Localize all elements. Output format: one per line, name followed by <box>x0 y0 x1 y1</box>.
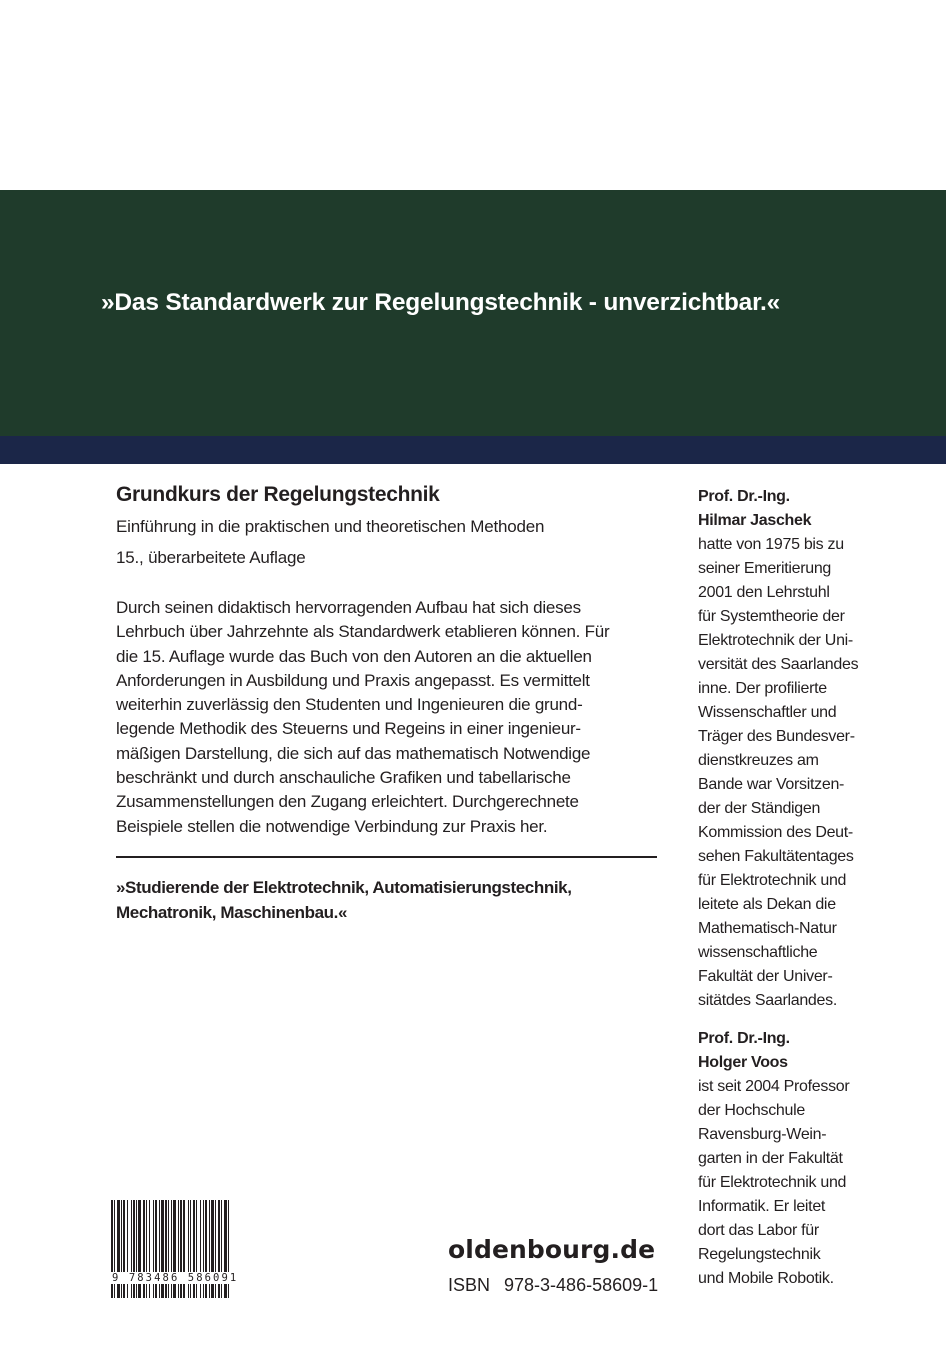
description-line: weiterhin zuverlässig den Studenten und Ingenieuren die grund- <box>116 695 583 715</box>
author-bio-line: und Mobile Robotik. <box>698 1270 834 1287</box>
isbn-number: 978-3-486-58609-1 <box>504 1275 659 1295</box>
author-bio-line: leitete als Dekan die <box>698 896 836 913</box>
author-name: Holger Voos <box>698 1054 788 1071</box>
author-bio-line: Fakultät der Univer- <box>698 968 833 985</box>
book-description <box>116 596 676 839</box>
isbn-label: ISBN <box>448 1275 491 1295</box>
target-audience <box>116 875 572 925</box>
author-bio-line: inne. Der profilierte <box>698 680 827 697</box>
cover-tagline: »Das Standardwerk zur Regelungstechnik - unverzichtbar.« <box>101 289 781 316</box>
book-edition: 15., überarbeitete Auflage <box>116 548 306 567</box>
author-bio-line: sitätdes Saarlandes. <box>698 992 837 1009</box>
author-bio-line: für Systemtheorie der <box>698 608 845 625</box>
publisher-website[interactable]: oldenbourg.de <box>448 1235 656 1264</box>
description-line: Beispiele stellen die notwendige Verbindung zur Praxis her. <box>116 816 548 836</box>
audience-line: Mechatronik, Maschinenbau.« <box>116 903 348 922</box>
author-bio-line: hatte von 1975 bis zu <box>698 536 844 553</box>
description-line: beschränkt und durch anschauliche Grafiken und tabellarische <box>116 768 571 788</box>
book-subtitle: Einführung in die praktischen und theoretischen Methoden <box>116 517 545 536</box>
author-bio-line: sehen Fakultätentages <box>698 848 854 865</box>
author-bio-line: Informatik. Er leitet <box>698 1198 826 1215</box>
description-line: mäßigen Darstellung, die sich auf das mathematisch Notwendige <box>116 743 591 763</box>
author-column <box>698 485 938 1305</box>
author-bio-line: Ravensburg-Wein- <box>698 1126 827 1143</box>
section-divider <box>116 856 657 858</box>
author-jaschek <box>698 485 938 1013</box>
author-bio-line: ist seit 2004 Professor <box>698 1078 850 1095</box>
author-bio-line: wissenschaftliche <box>698 944 818 961</box>
author-bio-line: Regelungstechnik <box>698 1246 821 1263</box>
author-bio-line: der Hochschule <box>698 1102 805 1119</box>
author-bio-line: der der Ständigen <box>698 800 821 817</box>
barcode-digits: 9 783486 586091 <box>112 1272 239 1284</box>
description-line: Zusammenstellungen den Zugang erleichtert. Durchgerechnete <box>116 792 579 812</box>
author-bio-line: für Elektrotechnik und <box>698 872 847 889</box>
author-bio-line: Bande war Vorsitzen- <box>698 776 845 793</box>
book-title: Grundkurs der Regelungstechnik <box>116 483 440 506</box>
description-line: Anforderungen in Ausbildung und Praxis angepasst. Es vermittelt <box>116 670 590 690</box>
author-voos <box>698 1027 938 1291</box>
header-navy-stripe <box>0 436 946 464</box>
description-line: die 15. Auflage wurde das Buch von den Autoren an die aktuellen <box>116 646 592 666</box>
author-bio-line: 2001 den Lehrstuhl <box>698 584 830 601</box>
author-bio-line: seiner Emeritierung <box>698 560 832 577</box>
author-bio-line: dienstkreuzes am <box>698 752 819 769</box>
audience-line: »Studierende der Elektrotechnik, Automatisierungstechnik, <box>116 878 572 897</box>
author-bio-line: Elektrotechnik der Uni- <box>698 632 853 649</box>
author-bio-line: Träger des Bundesver- <box>698 728 855 745</box>
description-line: Durch seinen didaktisch hervorragenden Aufbau hat sich dieses <box>116 598 581 617</box>
description-line: legende Methodik des Steuerns und Regeins in einer ingenieur- <box>116 719 581 739</box>
author-bio-line: garten in der Fakultät <box>698 1150 843 1167</box>
author-bio-line: Mathematisch-Natur <box>698 920 837 937</box>
isbn-line <box>448 1275 658 1296</box>
author-title: Prof. Dr.-Ing. <box>698 1030 790 1047</box>
author-bio-line: dort das Labor für <box>698 1222 819 1239</box>
author-title: Prof. Dr.-Ing. <box>698 488 790 505</box>
author-bio-line: Wissenschaftler und <box>698 704 837 721</box>
author-name: Hilmar Jaschek <box>698 512 812 529</box>
author-bio-line: für Elektrotechnik und <box>698 1174 847 1191</box>
description-line: Lehrbuch über Jahrzehnte als Standardwerk etablieren können. Für <box>116 622 610 642</box>
author-bio-line: Kommission des Deut- <box>698 824 853 841</box>
author-bio-line: versität des Saarlandes <box>698 656 859 673</box>
